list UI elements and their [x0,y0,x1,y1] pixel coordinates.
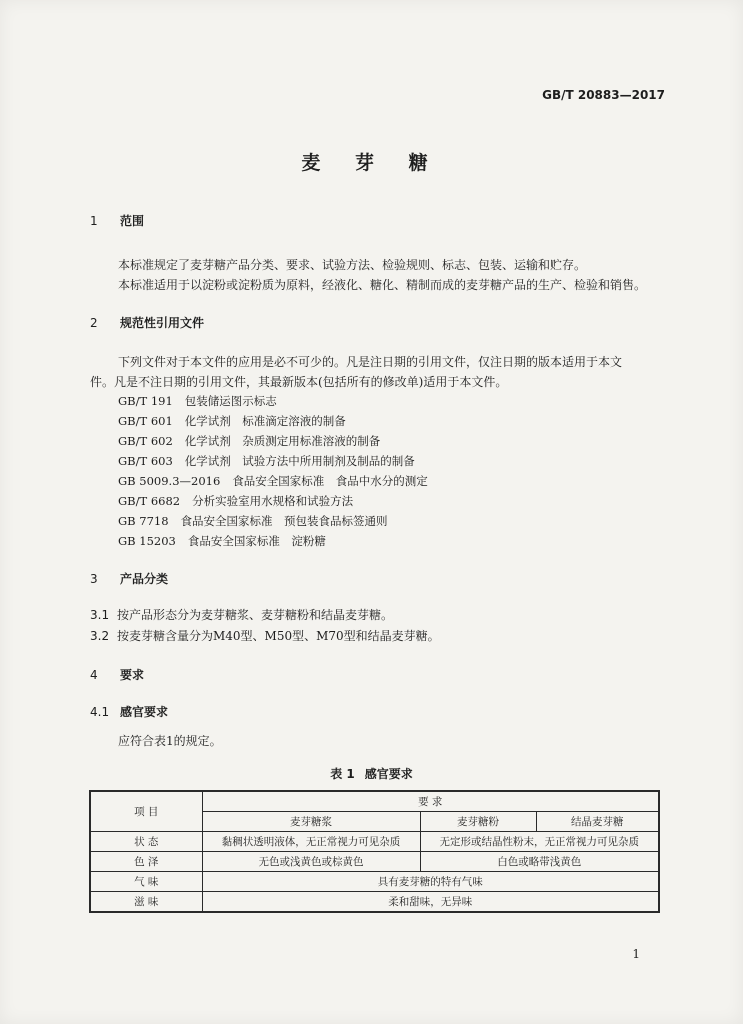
reference-item [118,433,380,449]
table-row [90,832,659,852]
references-intro-line-2: 件。凡是不注日期的引用文件，其最新版本(包括所有的修改单)适用于本文件。 [90,375,508,389]
table-row [90,872,659,892]
reference-title: 化学试剂 标准滴定溶液的制备 [184,414,346,428]
table-cell: 白色或略带浅黄色 [420,852,659,872]
table-cell: 黏稠状透明液体，无正常视力可见杂质 [202,832,420,852]
clause-number: 3.2 [90,629,110,643]
section-title: 规范性引用文件 [120,316,205,330]
page-number: 1 [632,947,640,961]
header-item-cell: 项 目 [90,791,202,832]
document-title: 麦 芽 糖 [301,152,442,174]
sensory-requirements-table [89,790,660,913]
reference-title: 包装储运图示标志 [184,394,277,408]
reference-code: GB/T 6682 [118,494,181,508]
reference-code: GB 7718 [118,514,169,528]
section-4-heading [90,666,144,683]
subsection-4-1-heading [90,703,168,720]
table-row [90,892,659,913]
section-number: 4 [90,668,98,682]
reference-code: GB/T 191 [118,394,173,408]
subsection-title: 感官要求 [120,705,169,719]
row-item-cell: 滋 味 [90,892,202,913]
requirements-text: 应符合表1的规定。 [118,734,222,748]
reference-item [118,493,353,509]
section-3-heading [90,570,168,587]
section-number: 3 [90,572,98,586]
column-header: 结晶麦芽糖 [536,812,659,832]
section-number: 1 [90,214,98,228]
section-1-heading [90,212,144,229]
table-row [90,852,659,872]
reference-item [118,413,346,429]
reference-code: GB 15203 [118,534,176,548]
section-title: 产品分类 [120,572,169,586]
table-cell: 柔和甜味，无异味 [202,892,659,913]
section-title: 要求 [120,668,145,682]
reference-title: 食品安全国家标准 淀粉糖 [187,534,326,548]
section-2-heading [90,314,204,331]
reference-item [118,473,428,489]
reference-title: 食品安全国家标准 预包装食品标签通则 [180,514,388,528]
column-header: 麦芽糖粉 [420,812,536,832]
reference-title: 分析实验室用水规格和试验方法 [192,494,354,508]
table-cell: 无色或浅黄色或棕黄色 [202,852,420,872]
section-title: 范围 [120,214,145,228]
clause-3-1 [90,606,393,623]
reference-item [118,453,415,469]
references-intro-line-1: 下列文件对于本文件的应用是必不可少的。凡是注日期的引用文件，仅注日期的版本适用于本文 [118,355,623,369]
scope-paragraph-2: 本标准适用于以淀粉或淀粉质为原料，经液化、糖化、精制而成的麦芽糖产品的生产、检验和销售。 [118,278,647,292]
clause-number: 3.1 [90,608,110,622]
clause-text: 按产品形态分为麦芽糖浆、麦芽糖粉和结晶麦芽糖。 [117,608,394,622]
table-cell: 无定形或结晶性粉末，无正常视力可见杂质 [420,832,659,852]
table-cell: 具有麦芽糖的特有气味 [202,872,659,892]
reference-item [118,513,388,529]
reference-code: GB/T 603 [118,454,173,468]
header-requirement-cell: 要 求 [202,791,659,812]
subsection-number: 4.1 [90,705,110,719]
reference-title: 食品安全国家标准 食品中水分的测定 [232,474,428,488]
reference-item [118,393,277,409]
reference-code: GB/T 602 [118,434,173,448]
clause-3-2 [90,627,440,644]
reference-item [118,533,326,549]
table-header-row [90,791,659,812]
reference-title: 化学试剂 杂质测定用标准溶液的制备 [184,434,381,448]
row-item-cell: 气 味 [90,872,202,892]
row-item-cell: 色 泽 [90,852,202,872]
reference-code: GB/T 601 [118,414,173,428]
scope-paragraph-1: 本标准规定了麦芽糖产品分类、要求、试验方法、检验规则、标志、包装、运输和贮存。 [118,258,587,272]
section-number: 2 [90,316,98,330]
reference-code: GB 5009.3—2016 [118,474,221,488]
standard-code: GB/T 20883—2017 [542,88,665,102]
table-number: 表 1 [330,767,355,781]
reference-title: 化学试剂 试验方法中所用制剂及制品的制备 [184,454,415,468]
row-item-cell: 状 态 [90,832,202,852]
table-caption [0,765,743,782]
clause-text: 按麦芽糖含量分为M40型、M50型、M70型和结晶麦芽糖。 [117,629,440,643]
table-title: 感官要求 [364,767,413,781]
column-header: 麦芽糖浆 [202,812,420,832]
